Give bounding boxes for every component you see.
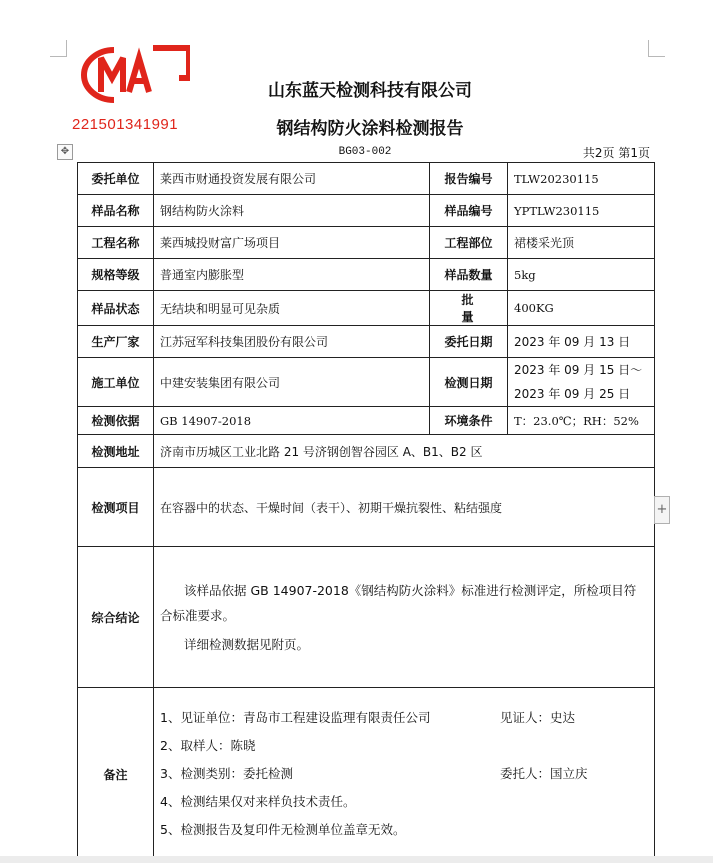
batch-label: 批量 [430, 291, 508, 326]
test-date-value [508, 358, 655, 407]
commission-date-label: 委托日期 [430, 326, 508, 358]
address-value: 济南市历城区工业北路 21 号济钢创智谷园区 A、B1、B2 区 [154, 435, 655, 468]
state-value: 无结块和明显可见杂质 [154, 291, 430, 326]
maker-label: 生产厂家 [78, 326, 154, 358]
table-row [78, 688, 655, 861]
sample-no-label: 样品编号 [430, 195, 508, 227]
note-5: 5、检测报告及复印件无检测单位盖章无效。 [160, 822, 406, 837]
project-value: 莱西城投财富广场项目 [154, 227, 430, 259]
items-value: 在容器中的状态、干燥时间（表干）、初期干燥抗裂性、粘结强度 [154, 468, 655, 547]
move-icon[interactable]: ✥ [57, 144, 73, 160]
doc-code: BG03-002 [338, 146, 392, 158]
report-no-value: TLW20230115 [508, 163, 655, 195]
address-label: 检测地址 [78, 435, 154, 468]
table-row [78, 195, 655, 227]
test-date-start: 2023 年 09 月 15 日～ [514, 363, 643, 377]
note-line-5 [160, 816, 648, 844]
qty-label: 样品数量 [430, 259, 508, 291]
report-table [77, 162, 655, 861]
witness: 见证人：史达 [500, 710, 576, 725]
note-line-2 [160, 732, 648, 760]
report-title: 钢结构防火涂料检测报告 [276, 119, 464, 139]
spec-value: 普通室内膨胀型 [154, 259, 430, 291]
commissioner: 委托人：国立庆 [500, 766, 588, 781]
builder-label: 施工单位 [78, 358, 154, 407]
note-line-4 [160, 788, 648, 816]
plus-icon[interactable]: + [654, 496, 670, 524]
basis-label: 检测依据 [78, 407, 154, 435]
company-name: 山东蓝天检测科技有限公司 [268, 81, 472, 101]
sample-name-value: 钢结构防火涂料 [154, 195, 430, 227]
conclusion-detail: 详细检测数据见附页。 [184, 636, 310, 652]
qty-value: 5kg [508, 259, 655, 291]
builder-value: 中建安装集团有限公司 [154, 358, 430, 407]
sample-no-value: YPTLW230115 [508, 195, 655, 227]
commission-date-value: 2023 年 09 月 13 日 [508, 326, 655, 358]
table-row [78, 358, 655, 407]
page-bottom-edge [0, 856, 713, 863]
table-row [78, 259, 655, 291]
items-label: 检测项目 [78, 468, 154, 547]
client-label: 委托单位 [78, 163, 154, 195]
note-line-3 [160, 760, 648, 788]
remark-cell [154, 688, 655, 861]
spec-label: 规格等级 [78, 259, 154, 291]
note-1: 1、见证单位：青岛市工程建设监理有限责任公司 [160, 710, 431, 725]
test-date-end: 2023 年 09 月 25 日 [514, 387, 631, 401]
table-row [78, 163, 655, 195]
table-row [78, 326, 655, 358]
maker-value: 江苏冠军科技集团股份有限公司 [154, 326, 430, 358]
basis-value: GB 14907-2018 [154, 407, 430, 435]
corner-mark-left [50, 40, 67, 57]
note-3: 3、检测类别：委托检测 [160, 766, 293, 781]
sample-name-label: 样品名称 [78, 195, 154, 227]
cma-logo [70, 44, 190, 106]
note-2: 2、取样人：陈晓 [160, 738, 256, 753]
remark-label: 备注 [78, 688, 154, 861]
table-row [78, 547, 655, 688]
table-row [78, 407, 655, 435]
cma-number: 221501341991 [72, 116, 179, 133]
page-info: 共2页 第1页 [582, 146, 650, 160]
client-value: 莱西市财通投资发展有限公司 [154, 163, 430, 195]
note-line-1 [160, 704, 648, 732]
report-no-label: 报告编号 [430, 163, 508, 195]
corner-mark-right [648, 40, 665, 57]
batch-value: 400KG [508, 291, 655, 326]
conclusion-text: 该样品依据 GB 14907-2018《钢结构防火涂料》标准进行检测评定，所检项目符合标准要求。 [160, 582, 637, 623]
env-label: 环境条件 [430, 407, 508, 435]
test-date-label: 检测日期 [430, 358, 508, 407]
project-label: 工程名称 [78, 227, 154, 259]
state-label: 样品状态 [78, 291, 154, 326]
table-row [78, 227, 655, 259]
note-4: 4、检测结果仅对来样负技术责任。 [160, 794, 356, 809]
env-value: T：23.0℃；RH：52% [508, 407, 655, 435]
part-value: 裙楼采光顶 [508, 227, 655, 259]
part-label: 工程部位 [430, 227, 508, 259]
table-row [78, 435, 655, 468]
table-row [78, 468, 655, 547]
conclusion-cell [154, 547, 655, 688]
conclusion-label: 综合结论 [78, 547, 154, 688]
table-row [78, 291, 655, 326]
